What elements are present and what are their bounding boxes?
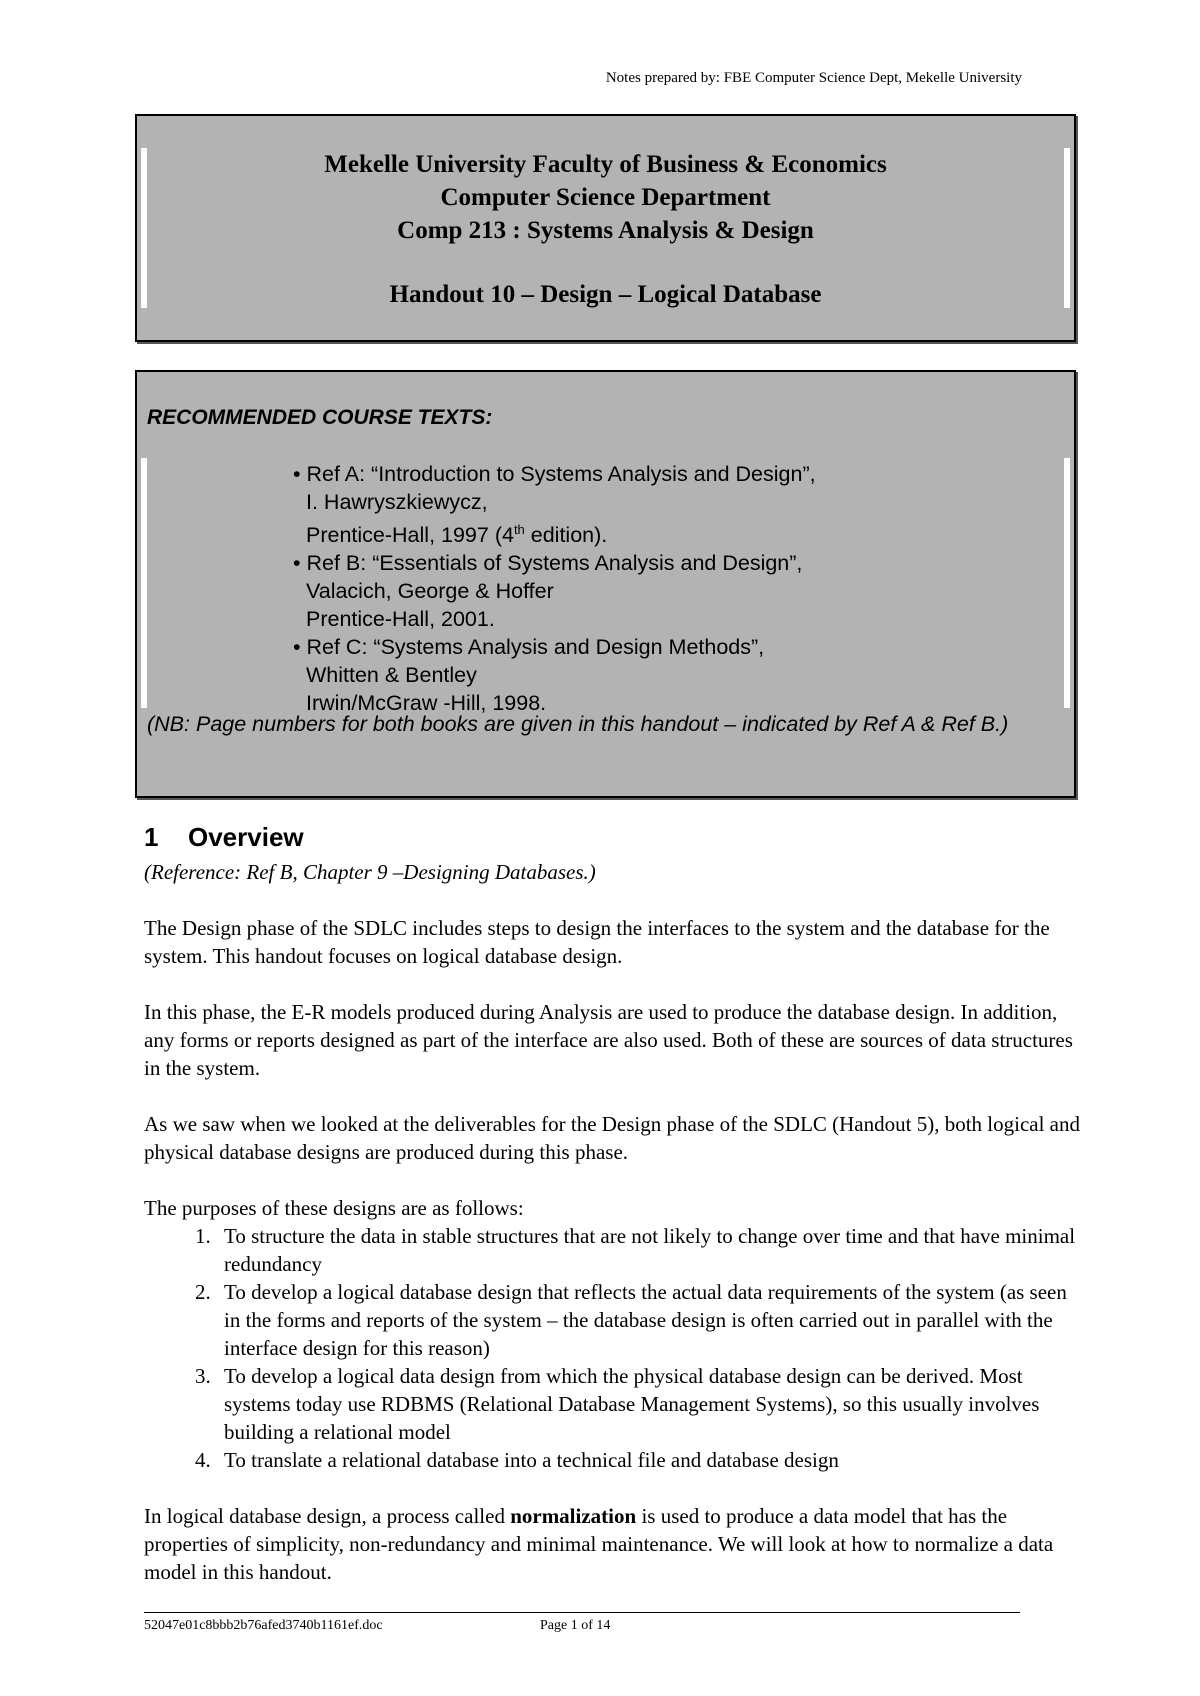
- ref-c-publisher: Irwin/McGraw -Hill, 1998.: [306, 691, 547, 716]
- paragraph-normalization: [144, 1502, 1084, 1586]
- university-title: Mekelle University Faculty of Business & Economics: [324, 151, 887, 178]
- paragraph-er-models: In this phase, the E-R models produced during Analysis are used to produce the database design. In addition, any forms or reports designed as part of the interface are also used. Both of these are sources of data structures in the system.: [144, 1000, 1073, 1080]
- list-item: 1. To structure the data in stable structures that are not likely to change over time and that have minimal redundancy: [216, 1222, 1084, 1278]
- ref-c-author: Whitten & Bentley: [306, 663, 477, 688]
- ref-a-publisher-text: Prentice-Hall, 1997 (4: [306, 523, 514, 548]
- section-reference: (Reference: Ref B, Chapter 9 –Designing Databases.): [144, 860, 596, 884]
- reference-list: [293, 460, 816, 717]
- ref-a-publisher-end: edition).: [524, 523, 608, 548]
- ref-b-author: Valacich, George & Hoffer: [306, 579, 554, 604]
- list-item: 3. To develop a logical data design from which the physical database design can be derived. Most systems today use RDBMS (Relational Database Management Systems), so this usually involves building a relational model: [216, 1362, 1084, 1446]
- department-title: Computer Science Department: [440, 184, 771, 211]
- list-item: 4. To translate a relational database into a technical file and database design: [216, 1446, 1084, 1474]
- list-item: 2. To develop a logical database design that reflects the actual data requirements of the system (as seen in the forms and reports of the system – the database design is often carried out in parallel with the interface design for this reason): [216, 1278, 1084, 1362]
- section-heading: [144, 822, 304, 853]
- normalization-term: normalization: [510, 1504, 637, 1528]
- paragraph-design-phase: The Design phase of the SDLC includes steps to design the interfaces to the system and the database for the system. This handout focuses on logical database design.: [144, 916, 1050, 968]
- purposes-intro: The purposes of these designs are as follows:: [144, 1196, 524, 1220]
- section-body: [144, 858, 1084, 1586]
- normalization-text-post: is used to produce a data model that has the properties of simplicity, non-redundancy and minimal maintenance. We will look at how to normalize a data model in this handout.: [144, 1504, 1054, 1584]
- section-title: Overview: [188, 822, 304, 852]
- course-title: Comp 213 : Systems Analysis & Design: [397, 217, 814, 244]
- purposes-list: [144, 1222, 1084, 1474]
- ref-a-author: I. Hawryszkiewycz,: [306, 490, 488, 514]
- ref-a-title: • Ref A: “Introduction to Systems Analysis and Design”,: [293, 462, 816, 486]
- paragraph-deliverables: As we saw when we looked at the deliverables for the Design phase of the SDLC (Handout 5), both logical and physical database designs are produced during this phase.: [144, 1112, 1081, 1164]
- header-note: Notes prepared by: FBE Computer Science Dept, Mekelle University: [605, 70, 1022, 86]
- recommended-texts-heading: RECOMMENDED COURSE TEXTS:: [147, 406, 493, 429]
- footer-divider: [144, 1612, 1020, 1613]
- handout-title: Handout 10 – Design – Logical Database: [389, 281, 822, 308]
- footer-filename: 52047e01c8bbb2b76afed3740b1161ef.doc: [144, 1618, 383, 1633]
- title-box: [135, 114, 1076, 342]
- section-number: 1: [144, 822, 159, 852]
- ref-b-title: • Ref B: “Essentials of Systems Analysis and Design”,: [293, 551, 803, 576]
- nb-note: (NB: Page numbers for both books are given in this handout – indicated by Ref A & Ref B.): [147, 712, 1009, 736]
- ref-c-title: • Ref C: “Systems Analysis and Design Methods”,: [293, 635, 765, 660]
- normalization-text-pre: In logical database design, a process called: [144, 1504, 511, 1528]
- footer-page-number: Page 1 of 14: [540, 1618, 611, 1633]
- recommended-texts-box: [135, 370, 1076, 798]
- ref-a-publisher: [293, 516, 816, 549]
- ref-a-edition-sup: th: [513, 522, 525, 537]
- ref-b-publisher: Prentice-Hall, 2001.: [306, 607, 495, 632]
